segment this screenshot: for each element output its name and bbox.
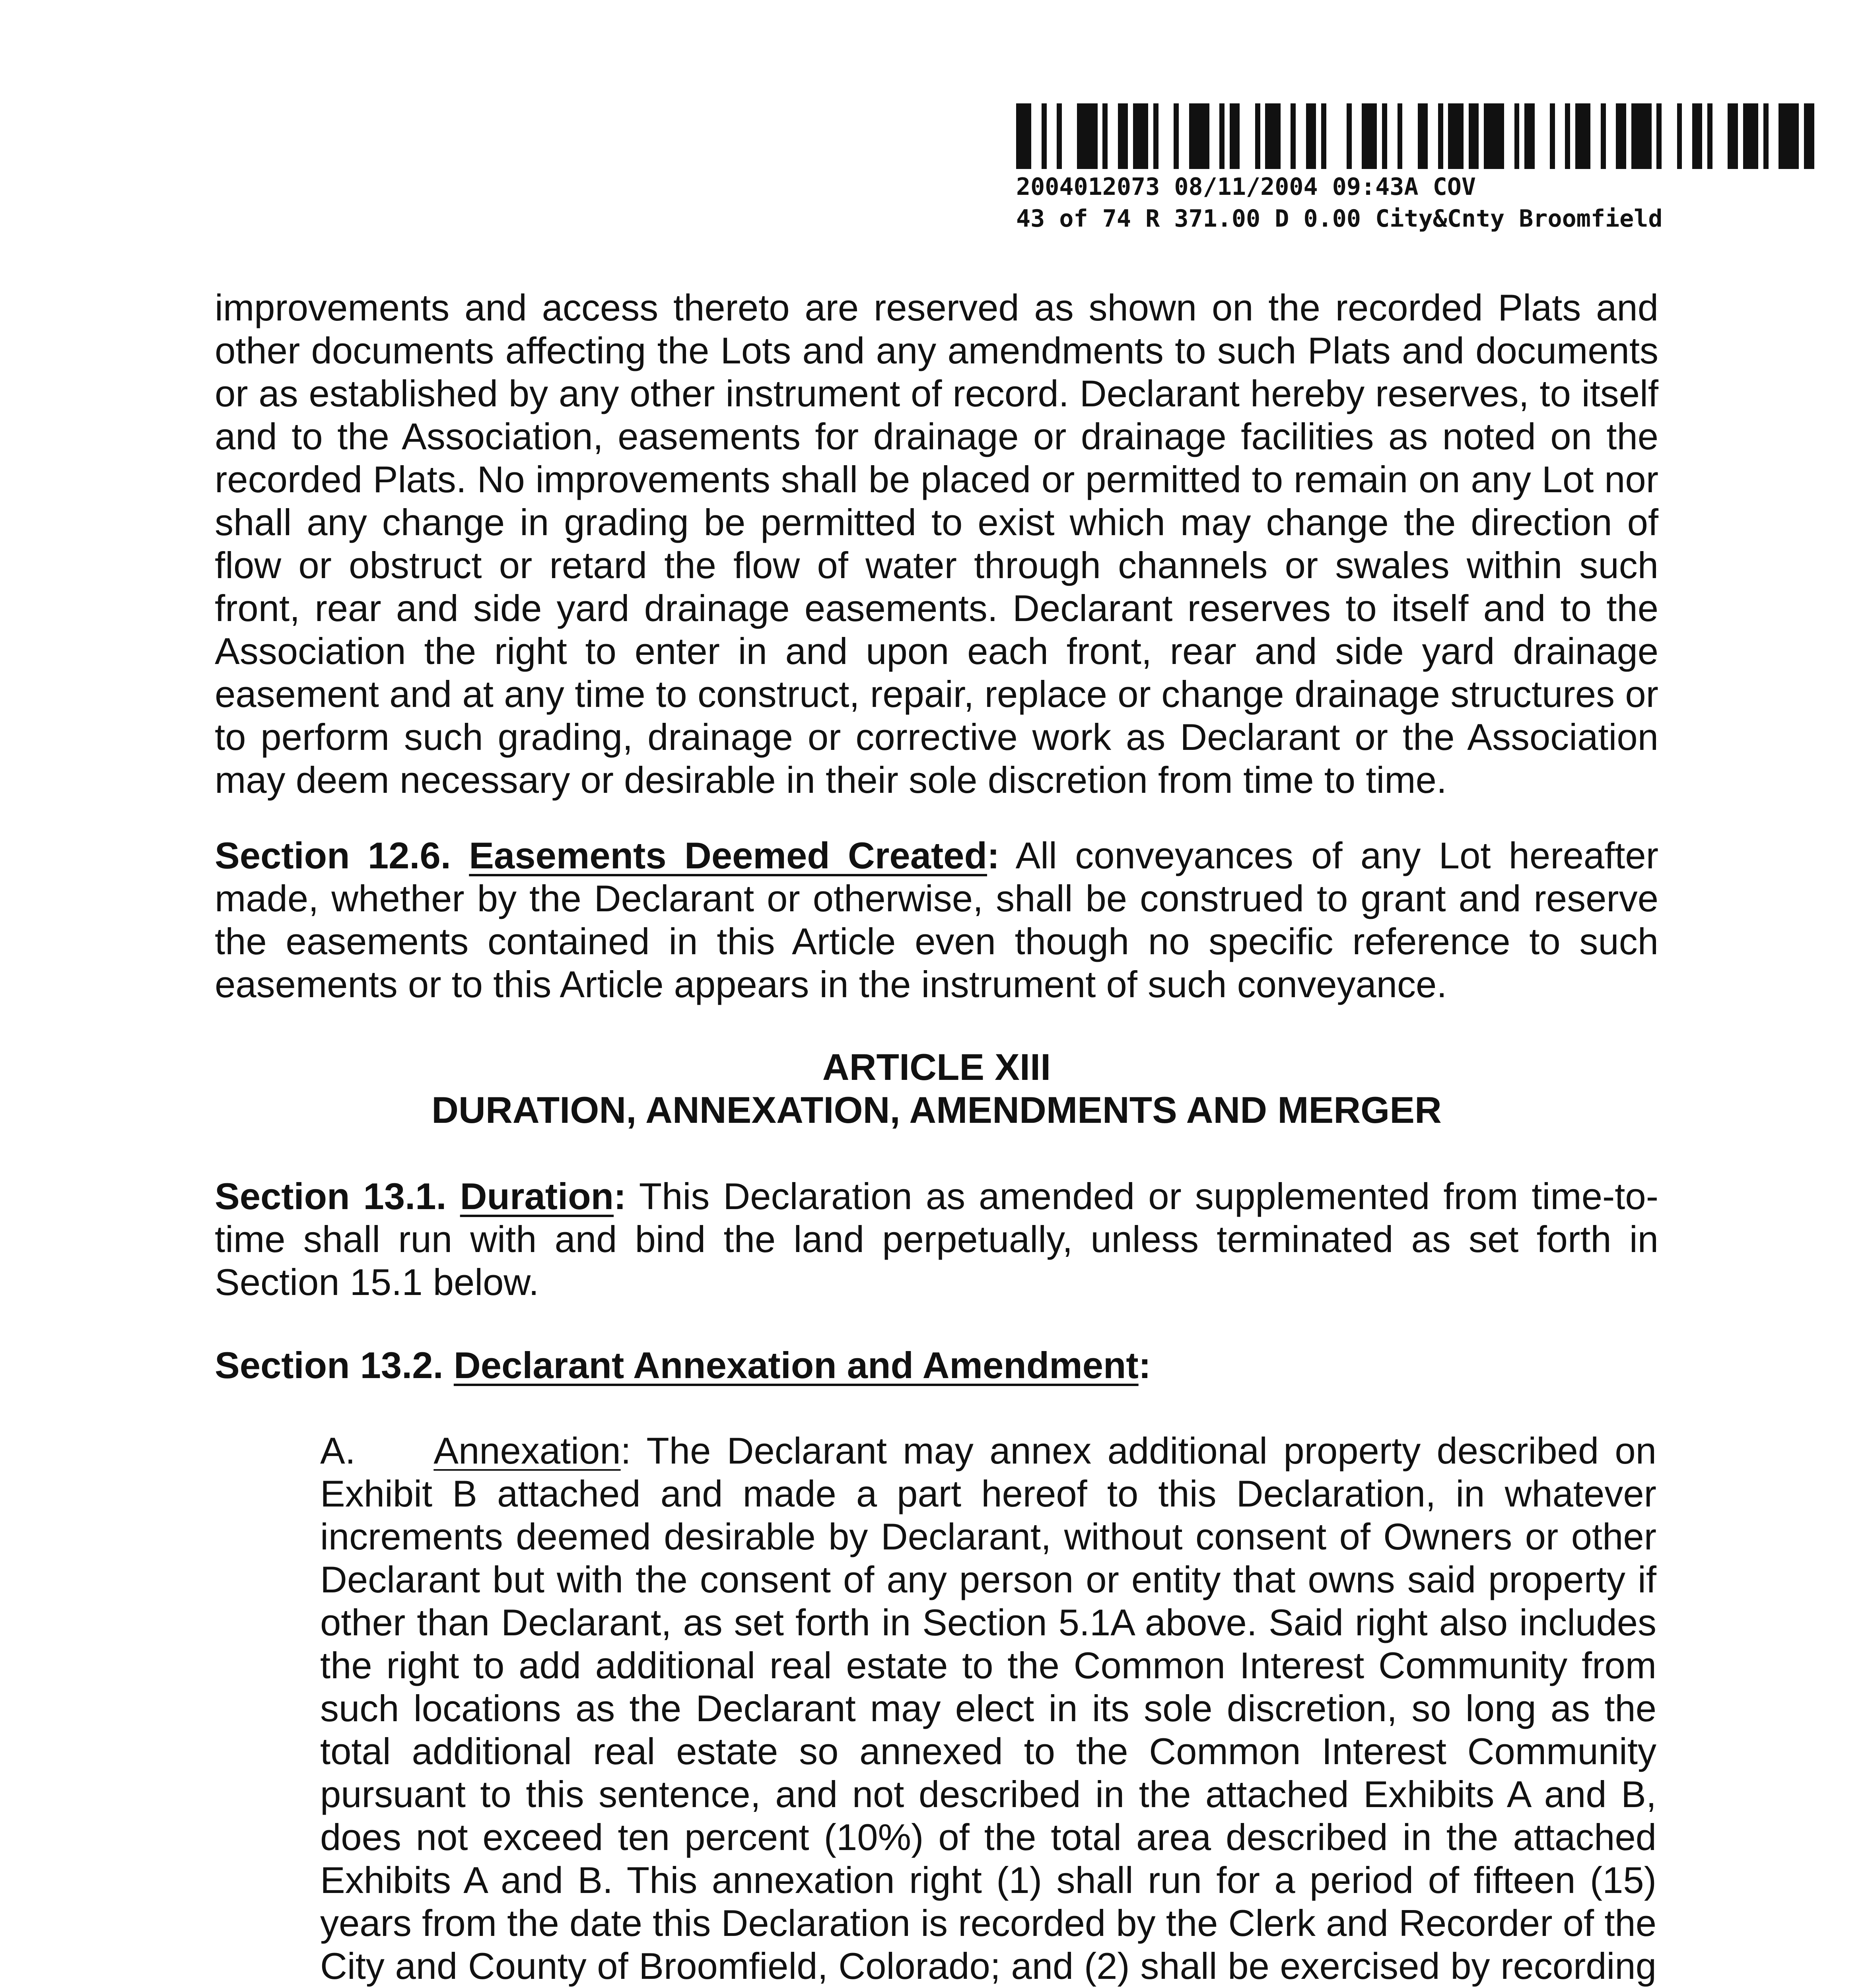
barcode-bar	[1347, 103, 1352, 169]
barcode-bar	[1677, 103, 1682, 169]
barcode-bar	[1209, 103, 1220, 169]
barcode-bar	[1402, 103, 1417, 169]
barcode-bar	[1031, 103, 1042, 169]
section-text: All conveyances of any Lot hereafter made, whether by the Declarant or otherwise, shall be construed to grant and reserve the easements contained in this Article even though no specific reference to such easements or to this Article appears in the instrument of such conveyance.	[215, 835, 1659, 1005]
barcode-bar	[1418, 103, 1428, 169]
barcode-bar	[1590, 103, 1601, 169]
barcode-bar	[1550, 103, 1555, 169]
barcode-bar	[1158, 103, 1174, 169]
barcode-bar	[1448, 103, 1463, 169]
barcode-bar	[1128, 103, 1133, 169]
section-text: This Declaration as amended or supplemented from time-to-time shall run with and bind the land perpetually, unless terminated as set forth in Section 15.1 below.	[215, 1175, 1658, 1303]
section-colon: :	[614, 1175, 626, 1217]
barcode-bar	[1799, 103, 1804, 169]
section-title: Declarant Annexation and Amendment	[453, 1344, 1139, 1386]
section-number: Section 13.2.	[215, 1344, 443, 1386]
barcode-bar	[1616, 103, 1626, 169]
barcode-bar	[1555, 103, 1565, 169]
barcode-bar	[1814, 103, 1819, 169]
barcode-bar	[1225, 103, 1230, 169]
section-title: Easements Deemed Created	[469, 835, 987, 876]
barcode-bar	[1743, 103, 1758, 169]
barcode-bar	[1108, 103, 1118, 169]
continuation-paragraph	[215, 286, 1658, 802]
section-number: Section 13.1.	[215, 1175, 447, 1217]
barcode-bar	[1656, 103, 1662, 169]
barcode-bar	[1291, 103, 1296, 169]
barcode-bar	[1260, 103, 1265, 169]
barcode-bar	[1682, 103, 1692, 169]
barcode-bar	[1438, 103, 1443, 169]
barcode-bar	[1255, 103, 1260, 169]
barcode-bar	[1728, 103, 1738, 169]
barcode-bar	[1804, 103, 1814, 169]
barcode-bar	[1702, 103, 1707, 169]
barcode-bar	[1570, 103, 1575, 169]
barcode-bar	[1352, 103, 1362, 169]
barcode-bar	[1428, 103, 1438, 169]
barcode-bar	[1174, 103, 1179, 169]
barcode-bar	[1662, 103, 1677, 169]
barcode-bar	[1296, 103, 1306, 169]
barcode-bar	[1707, 103, 1712, 169]
subsection-colon: :	[620, 1430, 631, 1472]
article-number: ARTICLE XIII	[822, 1046, 1051, 1088]
barcode-bar	[1265, 103, 1280, 169]
barcode-bar	[1098, 103, 1103, 169]
barcode-bar	[1763, 103, 1769, 169]
section-title: Duration	[460, 1175, 614, 1217]
section-colon: :	[1138, 1344, 1151, 1386]
barcode-bar	[1133, 103, 1148, 169]
barcode-bar	[1779, 103, 1799, 169]
barcode-bar	[1102, 103, 1108, 169]
barcode-bar	[1652, 103, 1657, 169]
barcode-bar	[1230, 103, 1240, 169]
barcode-bar	[1077, 103, 1097, 169]
barcode-bar	[1057, 103, 1062, 169]
barcode-bar	[1047, 103, 1057, 169]
barcode-bar	[1519, 103, 1524, 169]
barcode-bar	[1306, 103, 1316, 169]
barcode-bar	[1042, 103, 1047, 169]
barcode-bar	[1738, 103, 1743, 169]
barcode-bar	[1016, 103, 1031, 169]
continuation-text: improvements and access thereto are reserved as shown on the recorded Plats and other documents affecting the Lots and any amendments to such Plats and documents or as established by any other instrument of record. Declarant hereby reserves, to itself and to the Association, easements for drainage or drainage facilities as noted on the recorded Plats. No improvements shall be placed or permitted to remain on any Lot nor shall any change in grading be permitted to exist which may change the direction of flow or obstruct or retard the flow of water through channels or swales within such front, rear and side yard drainage easements. Declarant reserves to itself and to the Association the right to enter in and upon each front, rear and side yard drainage easement and at any time to construct, repair, replace or change drainage structures or to perform such grading, drainage or corrective work as Declarant or the Association may deem necessary or desirable in their sole discretion from time to time.	[215, 287, 1658, 801]
barcode-bar	[1758, 103, 1763, 169]
barcode-bar	[1316, 103, 1321, 169]
subsection-text: The Declarant may annex additional property described on Exhibit B attached and made a part hereof to this Declaration, in whatever increments deemed desirable by Declarant, without consent of Owners or other Declarant but with the consent of any person or entity that owns said property if other than Declarant, as set forth in Section 5.1A above. Said right also includes the right to add additional real estate to the Common Interest Community from such locations as the Declarant may elect in its sole discretion, so long as the total additional real estate so annexed to the Common Interest Community pursuant to this sentence, and not described in the attached Exhibits A and B, does not exceed ten percent (10%) of the total area described in the attached Exhibits A and B. This annexation right (1) shall run for a period of fifteen (15) years from the date this Declaration is recorded by the Clerk and Recorder of the City and County of Broomfield, Colorado; and (2) shall be exercised by recording	[320, 1430, 1656, 1987]
barcode-bar	[1240, 103, 1255, 169]
barcode-bar	[1631, 103, 1652, 169]
barcode-bar	[1148, 103, 1153, 169]
barcode-bar	[1281, 103, 1291, 169]
subsection-a	[320, 1429, 1656, 1988]
barcode-bar	[1769, 103, 1779, 169]
barcode-bar	[1469, 103, 1479, 169]
barcode-bar	[1514, 103, 1520, 169]
section-12-6	[215, 834, 1658, 1006]
barcode-bar	[1626, 103, 1631, 169]
barcode-bar	[1606, 103, 1616, 169]
barcode-bar	[1062, 103, 1077, 169]
barcode-bar	[1692, 103, 1703, 169]
article-heading	[215, 1046, 1658, 1132]
section-13-1	[215, 1175, 1658, 1304]
barcode-bar	[1321, 103, 1326, 169]
barcode-bar	[1326, 103, 1347, 169]
section-13-2	[215, 1344, 1658, 1387]
barcode-bar	[1464, 103, 1469, 169]
barcode-bar	[1535, 103, 1550, 169]
barcode	[1016, 103, 1819, 169]
recording-number-line: 2004012073 08/11/2004 09:43A COV	[1016, 173, 1476, 201]
barcode-bar	[1398, 103, 1403, 169]
barcode-bar	[1387, 103, 1398, 169]
subsection-title: Annexation	[433, 1430, 621, 1472]
barcode-bar	[1484, 103, 1504, 169]
barcode-bar	[1219, 103, 1225, 169]
barcode-bar	[1575, 103, 1590, 169]
barcode-bar	[1153, 103, 1158, 169]
barcode-bar	[1362, 103, 1377, 169]
article-title: DURATION, ANNEXATION, AMENDMENTS AND MERGER	[432, 1089, 1442, 1131]
barcode-bar	[1189, 103, 1209, 169]
barcode-bar	[1443, 103, 1448, 169]
barcode-bar	[1601, 103, 1606, 169]
section-colon: :	[987, 835, 1000, 876]
barcode-bar	[1179, 103, 1189, 169]
barcode-bar	[1377, 103, 1382, 169]
subsection-letter: A.	[320, 1430, 356, 1472]
barcode-bar	[1382, 103, 1387, 169]
barcode-bar	[1712, 103, 1728, 169]
recording-page-line: 43 of 74 R 371.00 D 0.00 City&Cnty Broomfield	[1016, 205, 1663, 233]
section-number: Section 12.6.	[215, 835, 451, 876]
barcode-bar	[1524, 103, 1535, 169]
barcode-bar	[1565, 103, 1570, 169]
barcode-bar	[1479, 103, 1484, 169]
barcode-bar	[1118, 103, 1128, 169]
barcode-bar	[1504, 103, 1514, 169]
